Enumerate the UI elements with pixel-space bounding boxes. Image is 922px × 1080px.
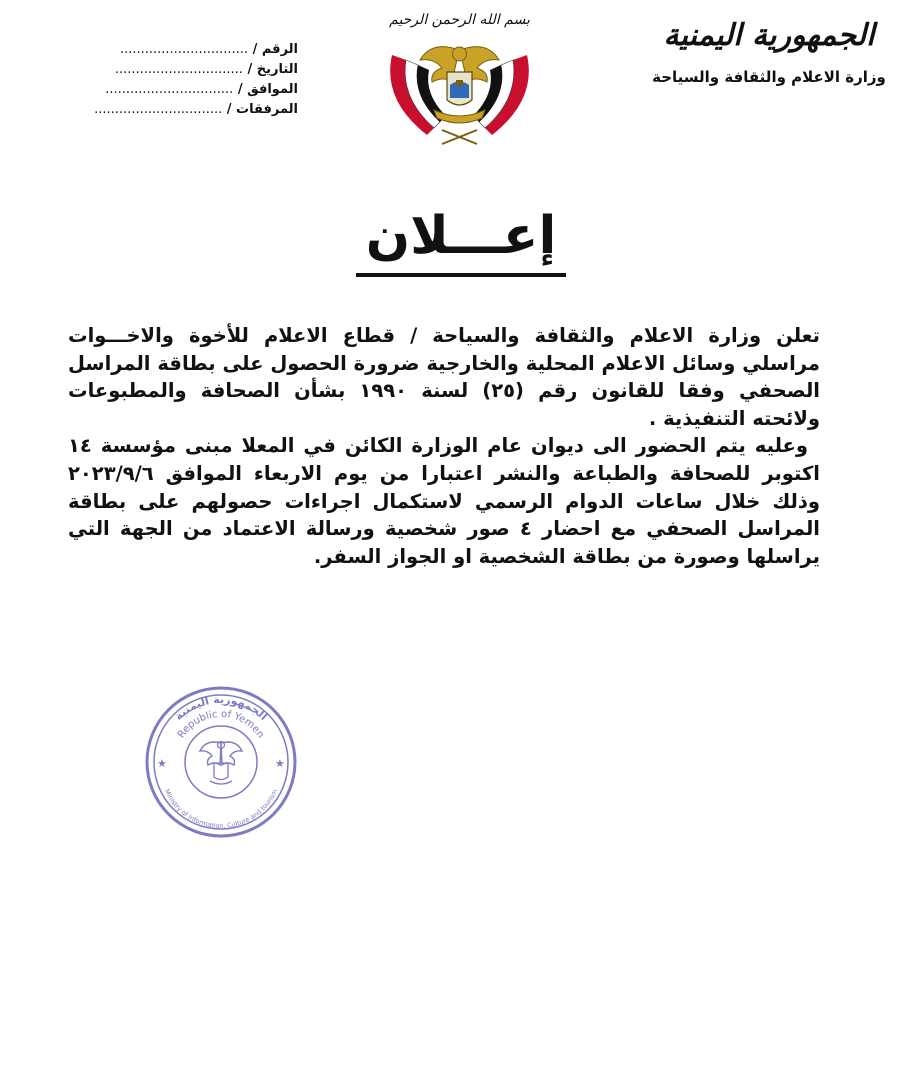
announcement-title: إعـــلان: [356, 205, 567, 277]
ministry-name: وزارة الاعلام والثقافة والسياحة: [652, 68, 886, 86]
ref-attachments-dots: ...............................: [94, 102, 223, 117]
body-paragraph-2: وعليه يتم الحضور الى ديوان عام الوزارة الكائن في المعلا مبنى مؤسسة ١٤ اكتوبر للصحافة والطباعة والنشر اعتبارا من يوم الاربعاء الموافق ٢٠٢٣/٩/٦ وذلك خلال ساعات الدوام الرسمي لاستكمال اجراءات حصولهم على بطاقة المراسل الصحفي مع احضار ٤ صور شخصية ورسالة الاعتماد من الجهة التي يراسلها وصورة من بطاقة الشخصية او الجواز السفر.: [68, 434, 820, 568]
stamp-bottom-text: Ministry of Information, Culture and tourism: [162, 787, 280, 830]
stamp-arabic-text: الجمهورية اليمنية: [172, 692, 271, 723]
svg-text:★: ★: [157, 757, 167, 770]
stamp-english-text: Republic of Yemen: [175, 708, 267, 741]
ref-date-label: التاريخ /: [247, 62, 298, 77]
ref-attachments-row: [78, 100, 298, 120]
country-name: الجمهورية اليمنية: [663, 18, 875, 53]
yemen-eagle-emblem-icon: [372, 10, 547, 150]
ref-date-dots: ...............................: [114, 62, 243, 77]
ref-number-dots: ...............................: [119, 42, 249, 57]
ref-corresponding-label: الموافق /: [237, 82, 298, 97]
announcement-body: [68, 322, 820, 570]
ref-number-row: [78, 40, 298, 60]
title-container: [0, 205, 922, 277]
ref-corresponding-row: [78, 80, 298, 100]
ref-date-row: [78, 60, 298, 80]
national-emblem: [372, 10, 547, 150]
svg-text:★: ★: [275, 757, 285, 770]
official-seal-icon: [140, 683, 302, 841]
ref-number-label: الرقم /: [252, 42, 298, 57]
ref-attachments-label: المرفقات /: [226, 102, 298, 117]
basmala-text: بسم الله الرحمن الرحيم: [389, 12, 530, 28]
ref-corresponding-dots: ...............................: [105, 82, 234, 97]
body-paragraph-1: تعلن وزارة الاعلام والثقافة والسياحة / قطاع الاعلام للأخوة والاخـــوات مراسلي وسائل الاعلام المحلية والخارجية ضرورة الحصول على بطاقة المراسل الصحفي وفقا للقانون رقم (٢٥) لسنة ١٩٩٠ بشأن الصحافة والمطبوعات ولائحته التنفيذية .: [68, 324, 820, 430]
letterhead: [634, 12, 904, 86]
reference-fields: [78, 40, 298, 120]
